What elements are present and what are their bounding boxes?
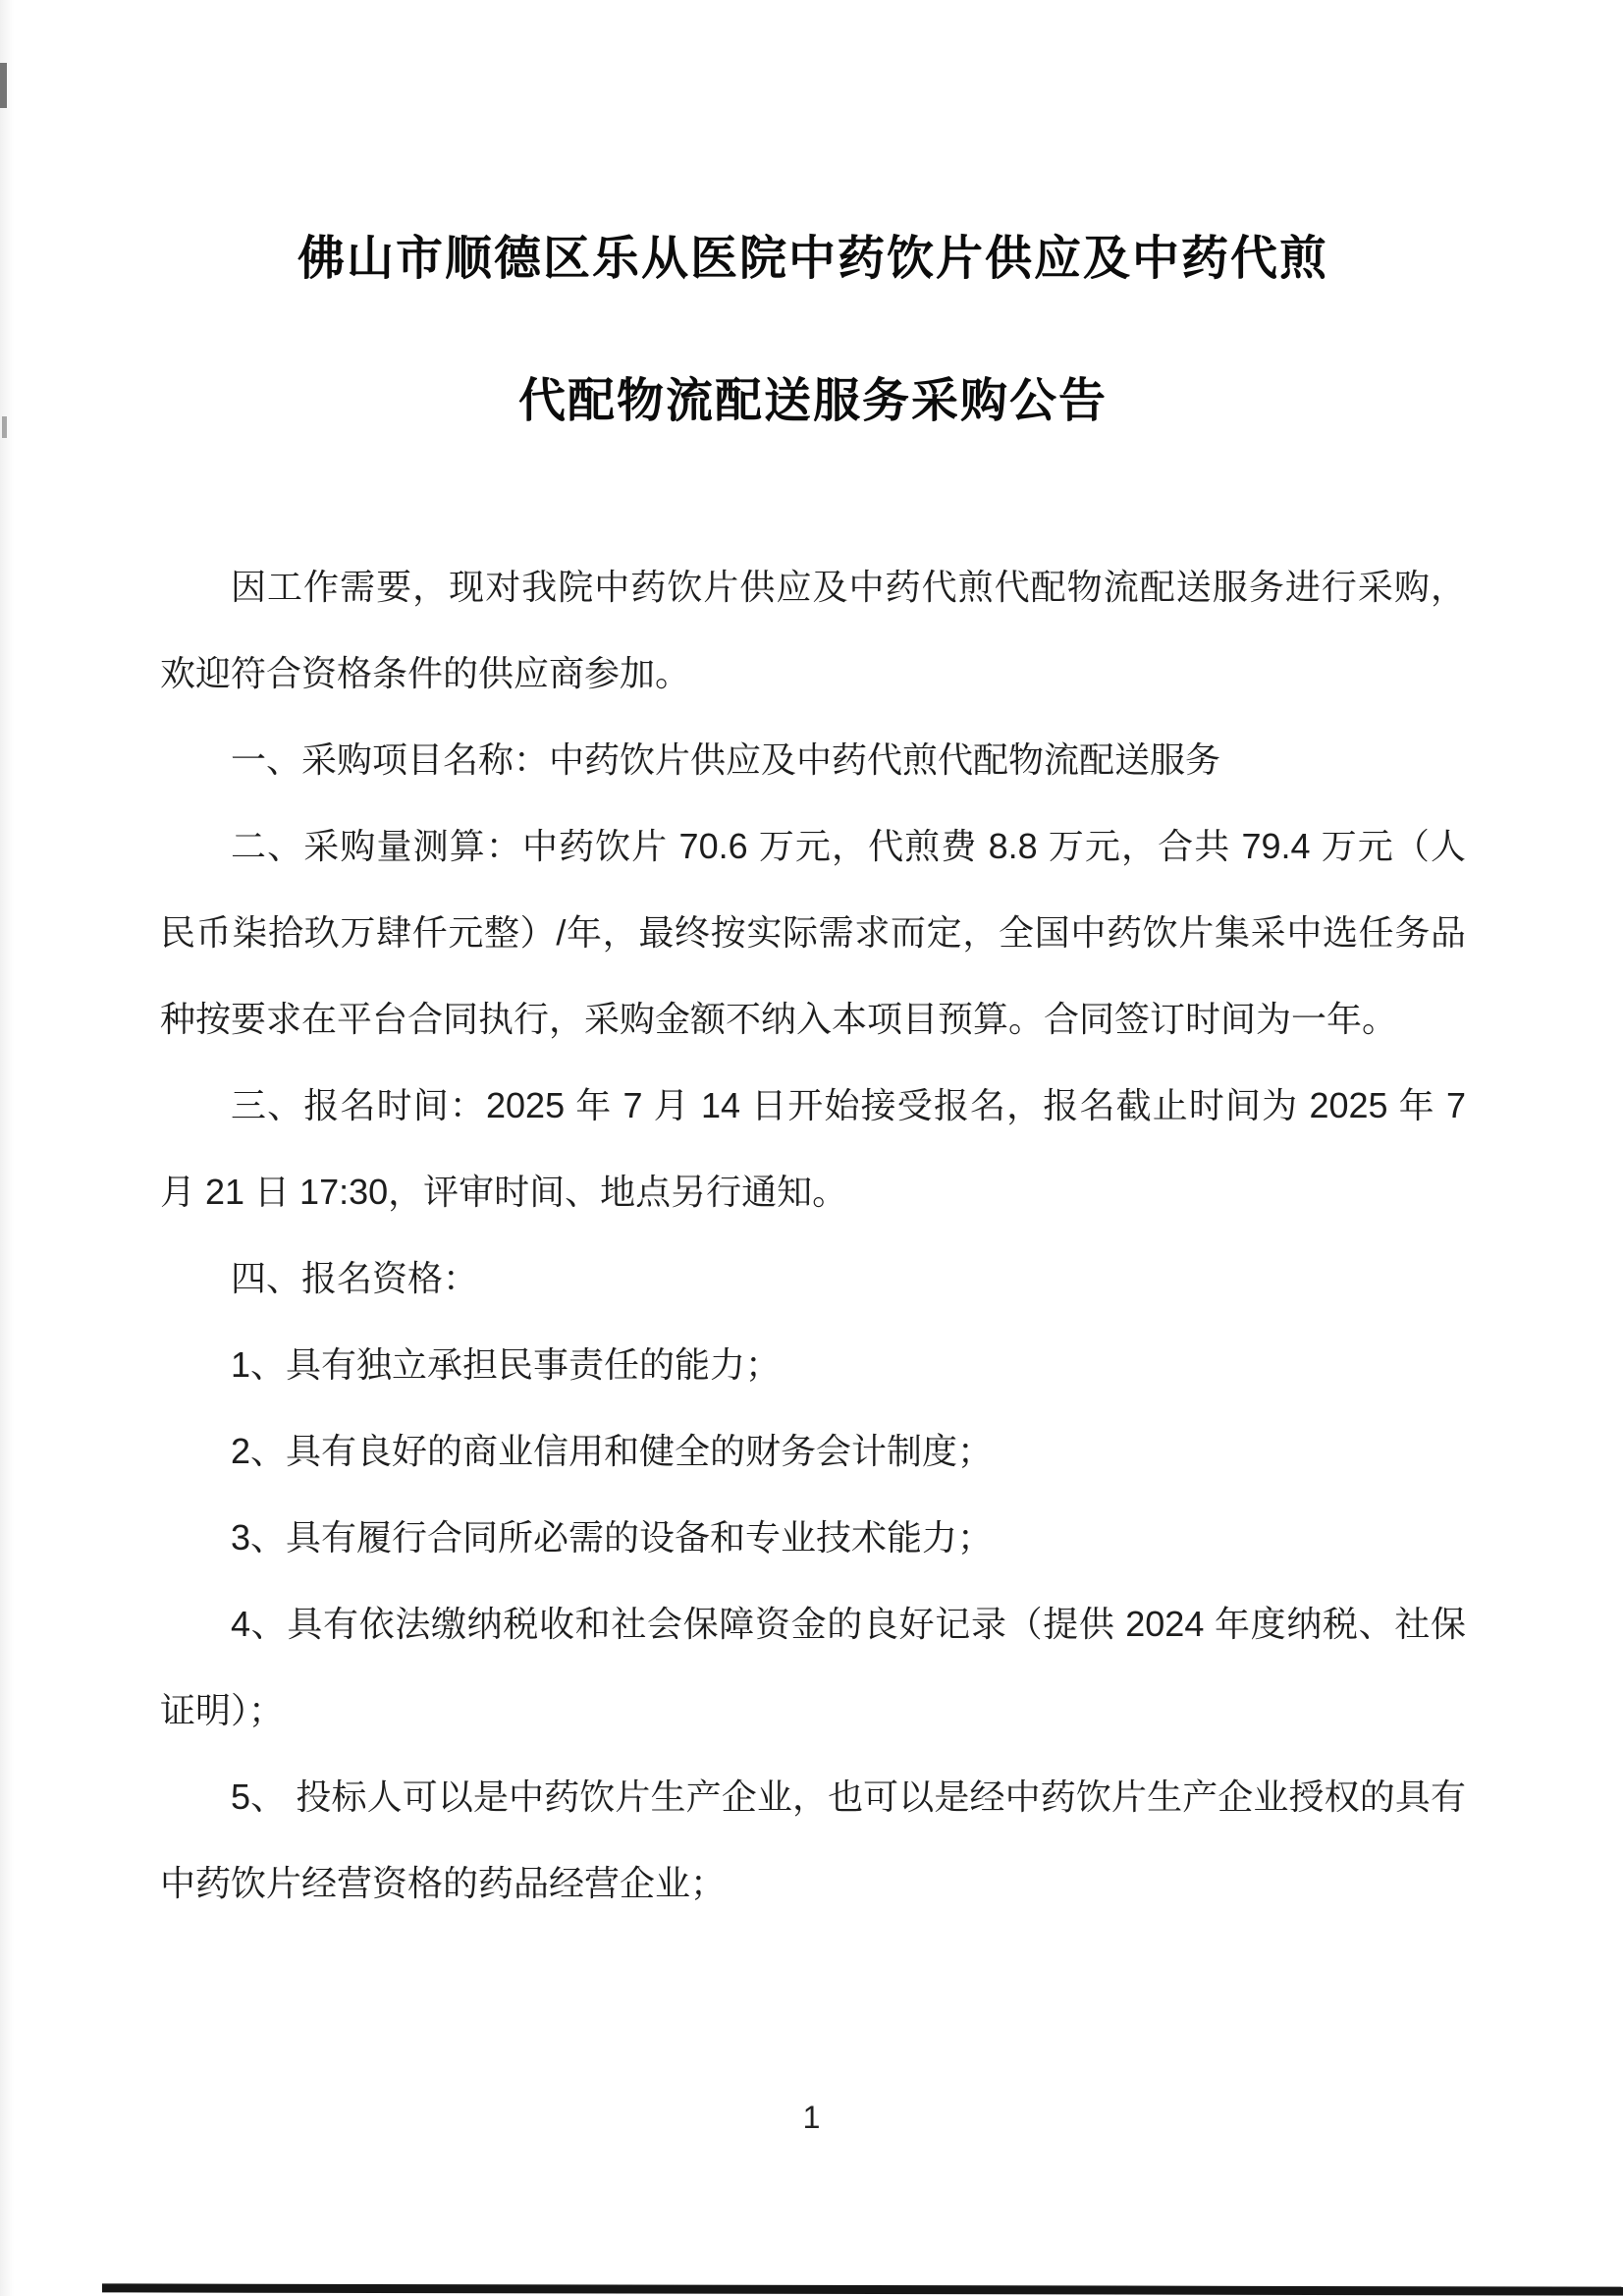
- scan-edge-line: [102, 2283, 1623, 2295]
- qualification-item-4: 4、具有依法缴纳税收和社会保障资金的良好记录（提供 2024 年度纳税、社保证明）；: [160, 1604, 1466, 1731]
- document-title-line-2: 代配物流配送服务采购公告: [517, 375, 1108, 428]
- qualification-item-3: 3、具有履行合同所必需的设备和专业技术能力；: [231, 1517, 994, 1558]
- section-2-procurement-volume: 二、采购量测算：中药饮片 70.6 万元，代煎费 8.8 万元，合共 79.4 万元（人民币柒拾玖万肆仟元整）/年，最终按实际需求而定，全国中药饮片集采中选任务品种按要求在平台合同执行，采购金额不纳入本项目预算。合同签订时间为一年。: [160, 826, 1466, 1040]
- document-body: [160, 544, 1466, 1927]
- section-3-registration-time: 三、报名时间：2025 年 7 月 14 日开始接受报名，报名截止时间为 2025 年 7 月 21 日 17:30，评审时间、地点另行通知。: [160, 1085, 1466, 1213]
- page-number: 1: [802, 2100, 821, 2135]
- intro-paragraph: 因工作需要，现对我院中药饮片供应及中药代煎代配物流配送服务进行采购，欢迎符合资格条件的供应商参加。: [160, 567, 1466, 694]
- qualification-item-2: 2、具有良好的商业信用和健全的财务会计制度；: [231, 1431, 994, 1472]
- document-content: [160, 0, 1466, 1927]
- scan-artifact-speck: [0, 63, 7, 108]
- document-title-line-1: 佛山市顺德区乐从医院中药饮片供应及中药代煎: [297, 233, 1328, 285]
- qualification-item-5: 5、 投标人可以是中药饮片生产企业，也可以是经中药饮片生产企业授权的具有中药饮片经营资格的药品经营企业；: [160, 1777, 1466, 1904]
- scan-artifact-speck: [2, 416, 7, 438]
- section-1-project-name: 一、采购项目名称：中药饮片供应及中药代煎代配物流配送服务: [231, 739, 1221, 781]
- section-4-qualifications-heading: 四、报名资格：: [231, 1258, 479, 1299]
- qualification-item-1: 1、具有独立承担民事责任的能力；: [231, 1344, 782, 1386]
- scan-edge-shade: [0, 0, 14, 2296]
